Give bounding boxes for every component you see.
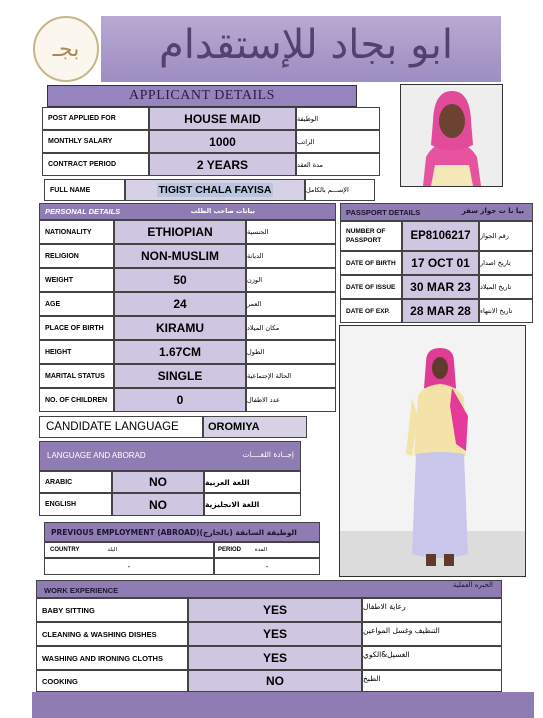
- work-value-washing-ironing: YES: [188, 646, 362, 670]
- candidate-language-value: OROMIYA: [203, 416, 307, 438]
- logo: [33, 16, 99, 82]
- prev-country-label: COUNTRY: [50, 547, 80, 553]
- prev-country-value: -: [44, 558, 214, 575]
- applicant-ar-contract: مدة العقد: [296, 153, 380, 176]
- applicant-section-title: APPLICANT DETAILS: [47, 85, 357, 107]
- personal-value-nationality: ETHIOPIAN: [114, 220, 246, 244]
- passport-value-issue: 30 MAR 23: [402, 275, 479, 299]
- personal-title: PERSONAL DETAILS: [45, 207, 121, 216]
- personal-ar-birthplace: مكان الميلاد: [246, 316, 336, 340]
- personal-value-marital: SINGLE: [114, 364, 246, 388]
- work-value-cooking: NO: [188, 670, 362, 692]
- passport-value-dob: 17 OCT 01: [402, 251, 479, 275]
- full-name-cell: [125, 179, 305, 201]
- applicant-photo-portrait: [400, 84, 503, 187]
- passport-value-number: EP8106217: [402, 221, 479, 251]
- applicant-value-salary: 1000: [149, 130, 296, 153]
- work-ar-cleaning: التنظيف وغسل المواعين: [362, 622, 502, 646]
- work-experience-title: WORK EXPERIENCE: [44, 586, 119, 595]
- page-title: ابو بجاد للإستقدام: [158, 22, 453, 68]
- portrait-figure: [401, 85, 502, 186]
- passport-ar-dob: تاريخ اصدار: [479, 251, 533, 275]
- applicant-label-contract: CONTRACT PERIOD: [42, 153, 149, 176]
- full-name-label: FULL NAME: [44, 179, 125, 201]
- applicant-ar-salary: الراتب: [296, 130, 380, 153]
- prev-period-label-cell: [214, 542, 320, 558]
- language-title-ar: إجــادة اللغــــات: [242, 450, 294, 459]
- prev-country-label-cell: [44, 542, 214, 558]
- work-ar-baby-sitting: رعاية الاطفال: [362, 598, 502, 622]
- language-value-arabic: NO: [112, 471, 204, 493]
- personal-header: [39, 203, 336, 220]
- personal-value-religion: NON-MUSLIM: [114, 244, 246, 268]
- personal-ar-nationality: الجنسية: [246, 220, 336, 244]
- passport-label-dob: DATE OF BIRTH: [340, 251, 402, 275]
- personal-value-birthplace: KIRAMU: [114, 316, 246, 340]
- work-ar-washing-ironing: الغسيل&الكوي: [362, 646, 502, 670]
- applicant-label-salary: MONTHLY SALARY: [42, 130, 149, 153]
- previous-employment-title: PREVIOUS EMPLOYMENT (ABROAD)(الوظيفة السابقة (بالخارج: [51, 527, 297, 537]
- work-label-baby-sitting: BABY SITTING: [36, 598, 188, 622]
- title-banner: [101, 16, 501, 82]
- passport-title: PASSPORT DETAILS: [346, 208, 421, 217]
- candidate-language-label: CANDIDATE LANGUAGE: [39, 416, 203, 438]
- language-label-arabic: ARABIC: [39, 471, 112, 493]
- passport-label-expiry: DATE OF EXP.: [340, 299, 402, 323]
- passport-value-expiry: 28 MAR 28: [402, 299, 479, 323]
- work-value-cleaning: YES: [188, 622, 362, 646]
- personal-label-birthplace: PLACE OF BIRTH: [39, 316, 114, 340]
- work-label-washing-ironing: WASHING AND IRONING CLOTHS: [36, 646, 188, 670]
- language-ar-arabic: اللغة العربية: [204, 471, 301, 493]
- prev-period-label-ar: المدة: [254, 547, 267, 553]
- previous-employment-header: [44, 522, 320, 542]
- footer-band: [32, 692, 534, 718]
- applicant-value-post: HOUSE MAID: [149, 107, 296, 130]
- language-title: LANGUAGE AND ABORAD: [47, 451, 146, 460]
- passport-ar-expiry: تاريخ الانتهاء: [479, 299, 533, 323]
- work-ar-cooking: الطبخ: [362, 670, 502, 692]
- personal-label-height: HEIGHT: [39, 340, 114, 364]
- personal-label-marital: MARITAL STATUS: [39, 364, 114, 388]
- applicant-ar-post: الوظيفة: [296, 107, 380, 130]
- personal-ar-religion: الديانة: [246, 244, 336, 268]
- language-label-english: ENGLISH: [39, 493, 112, 516]
- passport-header: [340, 203, 533, 221]
- language-value-english: NO: [112, 493, 204, 516]
- prev-country-label-ar: البلد: [107, 547, 117, 553]
- personal-value-children: 0: [114, 388, 246, 412]
- personal-title-ar: بيانات صاحب الطلب: [190, 207, 255, 215]
- applicant-value-contract: 2 YEARS: [149, 153, 296, 176]
- personal-label-age: AGE: [39, 292, 114, 316]
- personal-ar-weight: الوزن: [246, 268, 336, 292]
- full-name-ar: الإســـم بالكامل: [305, 179, 375, 201]
- personal-label-weight: WEIGHT: [39, 268, 114, 292]
- work-experience-header: [36, 580, 502, 598]
- personal-ar-height: الطول: [246, 340, 336, 364]
- prev-period-value: -: [214, 558, 320, 575]
- personal-ar-age: العمر: [246, 292, 336, 316]
- passport-ar-issue: تاريخ الميلاد: [479, 275, 533, 299]
- personal-value-height: 1.67CM: [114, 340, 246, 364]
- personal-value-weight: 50: [114, 268, 246, 292]
- personal-label-nationality: NATIONALITY: [39, 220, 114, 244]
- personal-label-religion: RELIGION: [39, 244, 114, 268]
- logo-glyph: بجـ: [52, 36, 80, 62]
- passport-label-issue: DATE OF ISSUE: [340, 275, 402, 299]
- personal-label-children: NO. OF CHILDREN: [39, 388, 114, 412]
- work-experience-title-ar: الخبره العملية: [452, 581, 493, 589]
- passport-label-number: NUMBER OF PASSPORT: [340, 221, 402, 251]
- work-value-baby-sitting: YES: [188, 598, 362, 622]
- passport-title-ar: بيا نا ت جواز سفر: [461, 207, 524, 215]
- full-name-value: TIGIST CHALA FAYISA: [158, 184, 272, 196]
- personal-ar-children: عدد الاطفال: [246, 388, 336, 412]
- language-header: [39, 441, 301, 471]
- personal-value-age: 24: [114, 292, 246, 316]
- personal-ar-marital: الحالة الإجتماعية: [246, 364, 336, 388]
- work-label-cleaning: CLEANING & WASHING DISHES: [36, 622, 188, 646]
- passport-ar-number: رقم الجواز: [479, 221, 533, 251]
- full-body-figure: [340, 326, 525, 576]
- language-ar-english: اللغة الانجليزية: [204, 493, 301, 516]
- applicant-photo-full-body: [339, 325, 526, 577]
- prev-period-label: PERIOD: [218, 547, 242, 553]
- work-label-cooking: COOKING: [36, 670, 188, 692]
- applicant-label-post: POST APPLIED FOR: [42, 107, 149, 130]
